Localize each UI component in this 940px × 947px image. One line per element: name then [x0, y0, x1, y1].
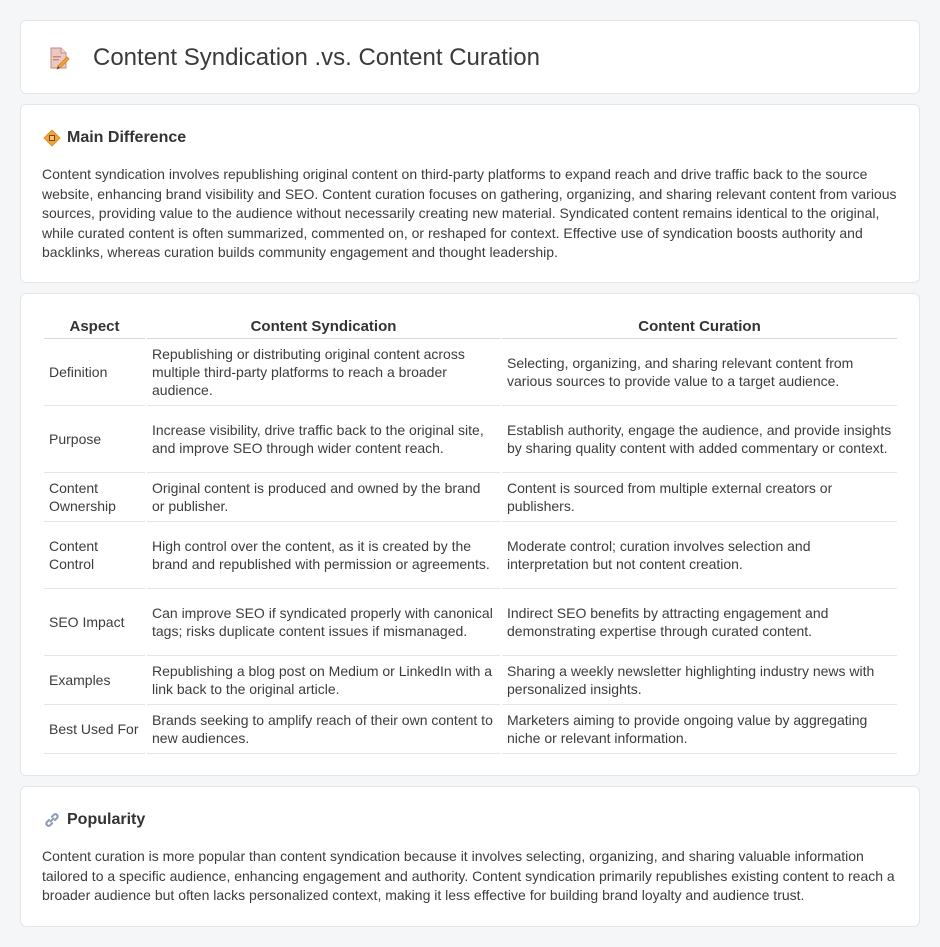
header-aspect: Aspect: [44, 315, 145, 339]
table-row: [44, 522, 897, 589]
link-icon: [43, 811, 61, 829]
page-title: Content Syndication .vs. Content Curation: [93, 44, 540, 71]
syndication-cell: Brands seeking to amplify reach of their own content to new audiences.: [147, 705, 500, 754]
aspect-cell: Definition: [44, 339, 145, 406]
curation-cell: Establish authority, engage the audience, and provide insights by sharing quality content with added commentary or context.: [502, 406, 897, 473]
table-row: [44, 705, 897, 754]
curation-cell: Selecting, organizing, and sharing relevant content from various sources to provide value to a target audience.: [502, 339, 897, 406]
popularity-text: Content curation is more popular than content syndication because it involves selecting, organizing, and sharing valuable information tailored to a specific audience, enhancing engagement and authority. Content syndication primarily republishes existing content to reach a broader audience but often lacks personalized context, making it less effective for building brand loyalty and audience trust.: [42, 848, 895, 903]
aspect-cell: Content Control: [44, 522, 145, 589]
popularity-header: [43, 810, 145, 830]
aspect-cell: Examples: [44, 656, 145, 705]
table-header-row: [44, 315, 897, 339]
syndication-cell: Republishing a blog post on Medium or LinkedIn with a link back to the original article.: [147, 656, 500, 705]
syndication-cell: Republishing or distributing original content across multiple third-party platforms to reach a broader audience.: [147, 339, 500, 406]
popularity-heading: Popularity: [67, 811, 146, 828]
main-difference-heading: Main Difference: [67, 129, 187, 146]
syndication-cell: Can improve SEO if syndicated properly with canonical tags; risks duplicate content issues if mismanaged.: [147, 589, 500, 656]
main-difference-card: [20, 104, 920, 283]
table-row: [44, 406, 897, 473]
syndication-cell: Increase visibility, drive traffic back to the original site, and improve SEO through wider content reach.: [147, 406, 500, 473]
curation-cell: Moderate control; curation involves selection and interpretation but not content creation.: [502, 522, 897, 589]
syndication-cell: High control over the content, as it is created by the brand and republished with permission or agreements.: [147, 522, 500, 589]
comparison-table-card: [20, 293, 920, 776]
table-row: [44, 473, 897, 522]
syndication-cell: Original content is produced and owned by the brand or publisher.: [147, 473, 500, 522]
curation-cell: Sharing a weekly newsletter highlighting industry news with personalized insights.: [502, 656, 897, 705]
table-row: [44, 656, 897, 705]
curation-cell: Content is sourced from multiple external creators or publishers.: [502, 473, 897, 522]
aspect-cell: SEO Impact: [44, 589, 145, 656]
diamond-warning-icon: [43, 129, 61, 147]
comparison-table: [42, 315, 899, 754]
table-row: [44, 339, 897, 406]
header-card: [20, 20, 920, 94]
aspect-cell: Best Used For: [44, 705, 145, 754]
header-content-syndication: Content Syndication: [147, 315, 500, 339]
table-row: [44, 589, 897, 656]
main-difference-header: [43, 128, 186, 148]
aspect-cell: Purpose: [44, 406, 145, 473]
curation-cell: Indirect SEO benefits by attracting engagement and demonstrating expertise through curated content.: [502, 589, 897, 656]
main-difference-text: Content syndication involves republishing original content on third-party platforms to expand reach and drive traffic back to the source website, enhancing brand visibility and SEO. Content curation focuses on gathering, organizing, and sharing relevant content from various sources, providing value to the audience without necessarily creating new material. Syndicated content remains identical to the original, while curated content is often summarized, commented on, or reshaped for context. Effective use of syndication boosts authority and backlinks, whereas curation builds community engagement and thought leadership.: [42, 166, 897, 260]
popularity-card: [20, 786, 920, 927]
document-pencil-icon: [47, 46, 71, 70]
header-content-curation: Content Curation: [502, 315, 897, 339]
curation-cell: Marketers aiming to provide ongoing value by aggregating niche or relevant information.: [502, 705, 897, 754]
aspect-cell: Content Ownership: [44, 473, 145, 522]
